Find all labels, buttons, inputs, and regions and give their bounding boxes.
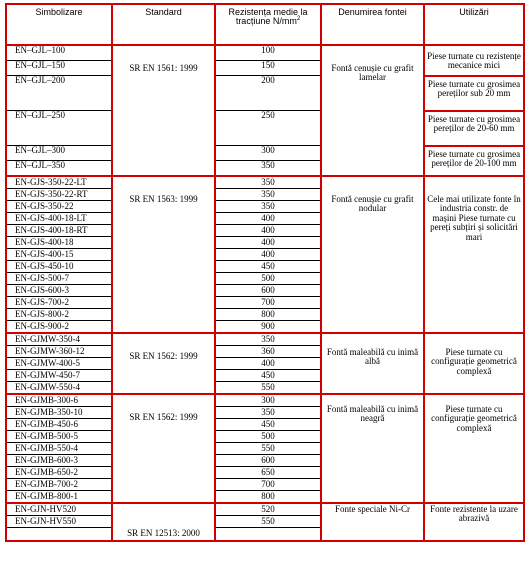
cell-rezistenta: 500 <box>215 273 321 285</box>
cell-simbolizare: EN–GJL–300 <box>6 146 112 161</box>
header-simbolizare: Simbolizare <box>6 4 112 45</box>
header-rezistenta <box>215 4 321 45</box>
cell-utilizari: Fonte rezistente la uzare abrazivă <box>424 503 524 541</box>
cell-simbolizare: EN–GJL–250 <box>6 111 112 146</box>
cell-standard: SR EN 1563: 1999 <box>112 176 215 333</box>
cell-simbolizare: EN-GJMW-400-5 <box>6 358 112 370</box>
cell-rezistenta: 350 <box>215 201 321 213</box>
cell-rezistenta: 400 <box>215 358 321 370</box>
cell-rezistenta: 500 <box>215 431 321 443</box>
cell-standard: SR EN 1561: 1999 <box>112 45 215 176</box>
cell-rezistenta: 300 <box>215 394 321 407</box>
cell-rezistenta: 520 <box>215 503 321 516</box>
cast-iron-table <box>5 3 525 542</box>
cell-simbolizare: EN-GJN-HV550 <box>6 516 112 528</box>
cell-simbolizare: EN-GJMB-700-2 <box>6 479 112 491</box>
table-row <box>6 45 524 61</box>
header-rezistenta-sup: 2 <box>296 16 301 23</box>
cell-simbolizare: EN–GJL–350 <box>6 161 112 177</box>
cell-simbolizare: EN-GJMW-550-4 <box>6 382 112 395</box>
table-row <box>6 176 524 189</box>
cell-simbolizare: EN-GJS-600-3 <box>6 285 112 297</box>
header-rezistenta-text: Rezistența medie la tracțiune N/mm <box>228 7 308 27</box>
cell-simbolizare: EN-GJS-450-10 <box>6 261 112 273</box>
cell-rezistenta: 800 <box>215 491 321 504</box>
cell-simbolizare: EN–GJL–100 <box>6 45 112 61</box>
table-row <box>6 76 524 111</box>
cell-rezistenta: 650 <box>215 467 321 479</box>
cell-simbolizare: EN-GJMB-550-4 <box>6 443 112 455</box>
cell-simbolizare: EN-GJS-350-22-RT <box>6 189 112 201</box>
cell-standard: SR EN 1562: 1999 <box>112 333 215 394</box>
cell-simbolizare: EN-GJS-700-2 <box>6 297 112 309</box>
table-row <box>6 333 524 346</box>
cell-rezistenta: 360 <box>215 346 321 358</box>
cell-rezistenta: 350 <box>215 161 321 177</box>
cell-rezistenta: 400 <box>215 249 321 261</box>
cell-rezistenta: 100 <box>215 45 321 61</box>
cell-utilizari: Piese turnate cu grosimea pereților sub 20 mm <box>424 76 524 111</box>
cell-rezistenta: 200 <box>215 76 321 111</box>
group-gjn <box>6 503 524 541</box>
cell-utilizari: Piese turnate cu configurație geometrică complexă <box>424 394 524 503</box>
cell-rezistenta: 300 <box>215 146 321 161</box>
cell-simbolizare: EN-GJS-500-7 <box>6 273 112 285</box>
cell-simbolizare: EN-GJS-400-15 <box>6 249 112 261</box>
table-row <box>6 111 524 146</box>
cell-denumire: Fontă maleabilă cu inimă neagră <box>321 394 424 503</box>
group-gjmb <box>6 394 524 503</box>
cell-simbolizare: EN-GJS-400-18 <box>6 237 112 249</box>
header-utilizari: Utilizări <box>424 4 524 45</box>
cell-simbolizare: EN–GJL–150 <box>6 61 112 76</box>
cell-simbolizare: EN-GJS-350-22-LT <box>6 176 112 189</box>
cell-simbolizare-empty <box>6 528 112 542</box>
cell-rezistenta: 350 <box>215 176 321 189</box>
cell-rezistenta: 150 <box>215 61 321 76</box>
table-row <box>6 146 524 161</box>
group-gjmw <box>6 333 524 394</box>
cell-rezistenta: 450 <box>215 261 321 273</box>
cell-rezistenta: 550 <box>215 443 321 455</box>
cell-utilizari: Cele mai utilizate fonte în industria constr. de mașini Piese turnate cu pereți subțiri și solicitări mari <box>424 176 524 333</box>
cell-rezistenta: 350 <box>215 333 321 346</box>
cell-utilizari: Piese turnate cu grosimea pereților de 20-100 mm <box>424 146 524 177</box>
header-row <box>6 4 524 45</box>
cell-utilizari: Piese turnate cu grosimea pereților de 20-60 mm <box>424 111 524 146</box>
table-row <box>6 503 524 516</box>
cell-standard: SR EN 1562: 1999 <box>112 394 215 503</box>
cell-simbolizare: EN-GJS-350-22 <box>6 201 112 213</box>
group-gjl <box>6 45 524 176</box>
cell-simbolizare: EN-GJMB-300-6 <box>6 394 112 407</box>
cell-simbolizare: EN-GJMW-360-12 <box>6 346 112 358</box>
header-denumire: Denumirea fontei <box>321 4 424 45</box>
cell-rezistenta: 550 <box>215 382 321 395</box>
cell-simbolizare: EN-GJS-900-2 <box>6 321 112 334</box>
cell-rezistenta: 350 <box>215 407 321 419</box>
cell-denumire: Fonte speciale Ni-Cr <box>321 503 424 541</box>
cell-simbolizare: EN-GJN-HV520 <box>6 503 112 516</box>
header-standard: Standard <box>112 4 215 45</box>
cell-simbolizare: EN-GJMB-350-10 <box>6 407 112 419</box>
cell-simbolizare: EN-GJMB-650-2 <box>6 467 112 479</box>
cell-simbolizare: EN-GJS-400-18-LT <box>6 213 112 225</box>
cell-rezistenta: 600 <box>215 285 321 297</box>
cell-utilizari: Piese turnate cu configurație geometrică complexă <box>424 333 524 394</box>
cell-rezistenta: 400 <box>215 225 321 237</box>
cell-simbolizare: EN–GJL–200 <box>6 76 112 111</box>
cell-rezistenta: 900 <box>215 321 321 334</box>
cell-rezistenta: 450 <box>215 419 321 431</box>
cell-rezistenta: 600 <box>215 455 321 467</box>
cell-simbolizare: EN-GJMW-450-7 <box>6 370 112 382</box>
cell-rezistenta-empty <box>215 528 321 542</box>
cell-denumire: Fontă cenușie cu grafit lamelar <box>321 45 424 176</box>
cell-simbolizare: EN-GJMB-600-3 <box>6 455 112 467</box>
group-gjs <box>6 176 524 333</box>
cell-rezistenta: 550 <box>215 516 321 528</box>
cell-denumire: Fontă maleabilă cu inimă albă <box>321 333 424 394</box>
cell-rezistenta: 400 <box>215 237 321 249</box>
cell-rezistenta: 400 <box>215 213 321 225</box>
table-row <box>6 394 524 407</box>
cell-denumire: Fontă cenușie cu grafit nodular <box>321 176 424 333</box>
cell-rezistenta: 250 <box>215 111 321 146</box>
cell-simbolizare: EN-GJMB-800-1 <box>6 491 112 504</box>
table-wrapper <box>5 3 525 542</box>
cell-standard: SR EN 12513: 2000 <box>112 503 215 541</box>
cell-rezistenta: 700 <box>215 479 321 491</box>
cell-rezistenta: 800 <box>215 309 321 321</box>
cell-simbolizare: EN-GJMB-450-6 <box>6 419 112 431</box>
cell-rezistenta: 350 <box>215 189 321 201</box>
cell-simbolizare: EN-GJS-800-2 <box>6 309 112 321</box>
cell-simbolizare: EN-GJMB-500-5 <box>6 431 112 443</box>
cell-rezistenta: 700 <box>215 297 321 309</box>
cell-utilizari: Piese turnate cu rezistențe mecanice mici <box>424 45 524 76</box>
cell-simbolizare: EN-GJS-400-18-RT <box>6 225 112 237</box>
cell-rezistenta: 450 <box>215 370 321 382</box>
cell-simbolizare: EN-GJMW-350-4 <box>6 333 112 346</box>
